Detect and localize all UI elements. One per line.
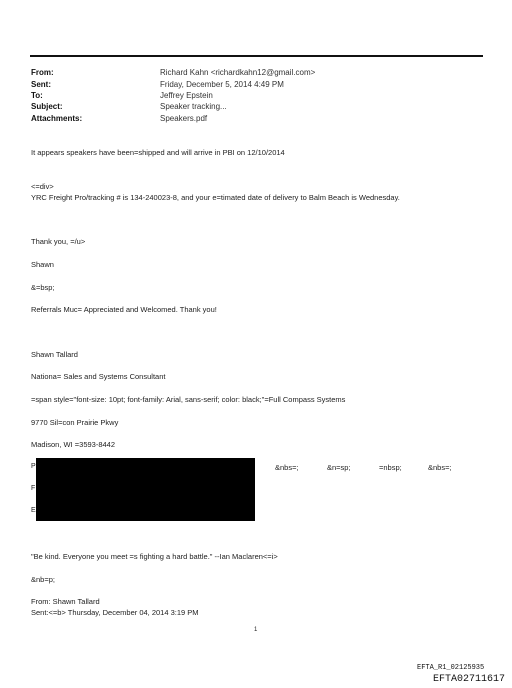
subject-label: Subject: — [31, 102, 63, 111]
margin-letter: P — [31, 463, 36, 470]
signature-title: Nationa= Sales and Systems Consultant — [31, 372, 166, 381]
forwarded-sent: Sent:<=b> Thursday, December 04, 2014 3:19 PM — [31, 608, 199, 617]
to-value: Jeffrey Epstein — [160, 91, 213, 100]
body-line: It appears speakers have been=shipped and will arrive in PBI on 12/10/2014 — [31, 148, 285, 157]
page-number: 1 — [254, 627, 258, 633]
body-line: Thank you, =/u> — [31, 237, 86, 246]
forwarded-from: From: Shawn Tallard — [31, 597, 100, 606]
sent-value: Friday, December 5, 2014 4:49 PM — [160, 80, 284, 89]
signature-street: 9770 Sil=con Prairie Pkwy — [31, 418, 119, 427]
subject-value: Speaker tracking... — [160, 102, 227, 111]
signature-name: Shawn Tallard — [31, 350, 78, 359]
nbsp-fragment: &nbs=; — [428, 463, 452, 472]
body-line: &=bsp; — [31, 283, 55, 292]
signature-city: Madison, WI =3593-8442 — [31, 440, 116, 449]
bates-number-small: EFTA_R1_02125935 — [417, 664, 485, 672]
body-line: <=div> — [31, 182, 54, 191]
from-label: From: — [31, 68, 54, 77]
nbsp-fragment: &nbs=; — [275, 463, 299, 472]
redaction-box — [36, 458, 255, 521]
margin-letter: E — [31, 507, 36, 514]
body-line: YRC Freight Pro/tracking # is 134-240023-8, and your e=timated date of delivery to Balm Beach is Wednesday. — [31, 193, 400, 202]
bates-number-large: EFTA02711617 — [433, 674, 506, 685]
body-line: Shawn — [31, 260, 54, 269]
body-line: &nb=p; — [31, 575, 55, 584]
nbsp-fragment: &n=sp; — [327, 463, 351, 472]
body-line: Referrals Muc= Appreciated and Welcomed. Thank you! — [31, 305, 217, 314]
sent-label: Sent: — [31, 80, 51, 89]
to-label: To: — [31, 91, 43, 100]
signature-company: =span style="font-size: 10pt; font-family: Arial, sans-serif; color: black;"=Full Compass Systems — [31, 395, 346, 404]
margin-letter: F — [31, 485, 36, 492]
attachments-value: Speakers.pdf — [160, 114, 208, 123]
nbsp-fragment: =nbsp; — [379, 463, 402, 472]
header-rule — [30, 55, 483, 57]
attachments-label: Attachments: — [31, 114, 83, 123]
from-value: Richard Kahn <richardkahn12@gmail.com> — [160, 68, 316, 77]
quote-line: "Be kind. Everyone you meet =s fighting a hard battle." --Ian Maclaren<=i> — [31, 552, 278, 561]
